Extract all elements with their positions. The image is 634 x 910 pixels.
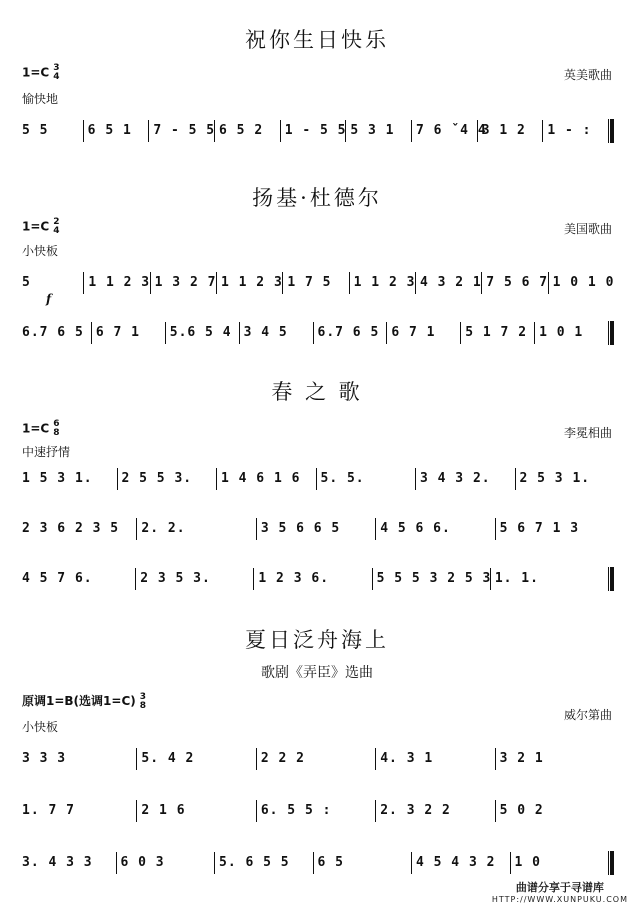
key-signature — [22, 420, 59, 438]
measure: 3 1 2 — [477, 120, 543, 142]
key-signature — [22, 692, 146, 711]
measure: 3 2 1 — [495, 748, 614, 770]
song-title: 春 之 歌 — [271, 380, 363, 404]
measure: 4 5 6 6. — [375, 518, 494, 540]
time-bottom: 4 — [53, 72, 60, 82]
measure: 1 3 2 7 — [150, 272, 216, 294]
tempo-marking: 中速抒情 — [22, 445, 71, 459]
measure: 4 5 7 6. — [22, 571, 93, 586]
measure: 1 5 3 1. — [22, 471, 93, 486]
final-barline — [608, 321, 614, 345]
measure: 2. 2. — [136, 518, 255, 540]
measure: 5. 6 5 5 — [214, 852, 313, 874]
measure: 5 5 — [22, 123, 49, 138]
composer: 英美歌曲 — [563, 68, 612, 82]
notation-row — [22, 120, 614, 142]
measure: 2. 3 2 2 — [375, 800, 494, 822]
key-label: 1=C — [22, 421, 50, 436]
measure: 2 3 6 2 3 5 — [22, 521, 120, 536]
measure: 2 3 5 3. — [135, 568, 253, 590]
key-signature — [22, 218, 59, 236]
measure: 3 4 3 2. — [415, 468, 515, 490]
key-label: 1=C — [22, 65, 50, 80]
song-title: 祝你生日快乐 — [245, 28, 389, 52]
composer: 威尔第曲 — [563, 708, 612, 722]
measure: 1 - : — [542, 120, 608, 142]
measure: 6. 5 5 : — [256, 800, 375, 822]
measure: 1. 7 7 — [22, 803, 75, 818]
measure: 4 3 2 1 — [415, 272, 481, 294]
measure: 6 5 2 — [214, 120, 280, 142]
composer: 李冕相曲 — [563, 426, 612, 440]
measure: 1 7 5 — [282, 272, 348, 294]
tempo-marking: 小快板 — [22, 720, 59, 734]
time-signature — [53, 64, 59, 82]
final-barline — [608, 851, 614, 875]
measure: 6.7 6 5 — [22, 325, 84, 340]
measure: 4 5 4 3 2 — [411, 852, 510, 874]
song-subtitle: 歌剧《弄臣》选曲 — [261, 665, 373, 681]
measure: 3 4 5 — [239, 322, 313, 344]
time-top: 6 — [53, 419, 60, 429]
measure: 5 3 1 — [345, 120, 411, 142]
tempo-marking: 小快板 — [22, 244, 59, 258]
measure: 2 5 5 3. — [117, 468, 217, 490]
measure: 1 4 6 1 6 — [216, 468, 316, 490]
song-title: 夏日泛舟海上 — [245, 628, 389, 652]
measure: 3. 4 3 3 — [22, 855, 93, 870]
notation-row — [22, 468, 614, 490]
time-signature — [53, 420, 59, 438]
measure: 7 - 5 5 — [148, 120, 214, 142]
measure: 1 1 2 3 — [216, 272, 282, 294]
time-top: 3 — [53, 63, 60, 73]
measure: 5 — [22, 275, 31, 290]
measure: 6 5 — [313, 852, 412, 874]
measure: 7 5 6 7 — [481, 272, 547, 294]
key-label: 原调1=B(选调1=C) — [22, 694, 136, 708]
measure: 7 6 ˇ4 4 — [411, 120, 477, 142]
measure: 6 5 1 — [83, 120, 149, 142]
notation-row — [22, 800, 614, 822]
final-barline — [608, 119, 614, 143]
measure: 4. 3 1 — [375, 748, 494, 770]
measure: 5 5 5 3 2 5 3 — [372, 568, 490, 590]
final-barline — [608, 567, 614, 591]
song-title: 扬基·杜德尔 — [252, 186, 382, 210]
time-bottom: 8 — [53, 428, 60, 438]
measure: 5 1 7 2 — [460, 322, 534, 344]
measure: 1. 1. — [490, 568, 608, 590]
measure: 6 7 1 — [386, 322, 460, 344]
notation-row — [22, 748, 614, 770]
measure: 5.6 5 4 — [165, 322, 239, 344]
measure: 6.7 6 5 — [313, 322, 387, 344]
measure: 5. 5. — [316, 468, 416, 490]
measure: 1 2 3 6. — [253, 568, 371, 590]
notation-row — [22, 272, 614, 294]
measure: 5. 4 2 — [136, 748, 255, 770]
measure: 2 2 2 — [256, 748, 375, 770]
watermark — [492, 882, 628, 906]
time-top: 2 — [53, 217, 60, 227]
measure: 1 - 5 5 — [280, 120, 346, 142]
notation-row — [22, 518, 614, 540]
time-bottom: 8 — [139, 700, 146, 711]
key-signature — [22, 64, 59, 82]
measure: 5 0 2 — [495, 800, 614, 822]
notation-row — [22, 322, 614, 344]
measure: 6 0 3 — [116, 852, 215, 874]
time-bottom: 4 — [53, 226, 60, 236]
time-top: 3 — [139, 691, 146, 702]
measure: 3 5 6 6 5 — [256, 518, 375, 540]
composer: 美国歌曲 — [563, 222, 612, 236]
time-signature — [53, 218, 59, 236]
measure: 1 1 2 3 — [83, 272, 149, 294]
notation-row — [22, 568, 614, 590]
dynamic-forte: f — [46, 292, 52, 306]
measure: 3 3 3 — [22, 751, 67, 766]
measure: 5 6 7 1 3 — [495, 518, 614, 540]
time-signature — [140, 693, 146, 711]
watermark-site-name: 曲谱分享于寻谱库 — [515, 881, 604, 894]
measure: 1 1 2 3 — [349, 272, 415, 294]
notation-row — [22, 852, 614, 874]
tempo-marking: 愉快地 — [22, 92, 59, 106]
measure: 6 7 1 — [91, 322, 165, 344]
measure: 2 1 6 — [136, 800, 255, 822]
watermark-url: HTTP://WWW.XUNPUKU.COM — [491, 895, 628, 904]
measure: 2 5 3 1. — [515, 468, 615, 490]
key-label: 1=C — [22, 219, 50, 234]
measure: 1 0 1 0 — [548, 272, 614, 294]
measure: 1 0 — [510, 852, 609, 874]
measure: 1 0 1 — [534, 322, 608, 344]
